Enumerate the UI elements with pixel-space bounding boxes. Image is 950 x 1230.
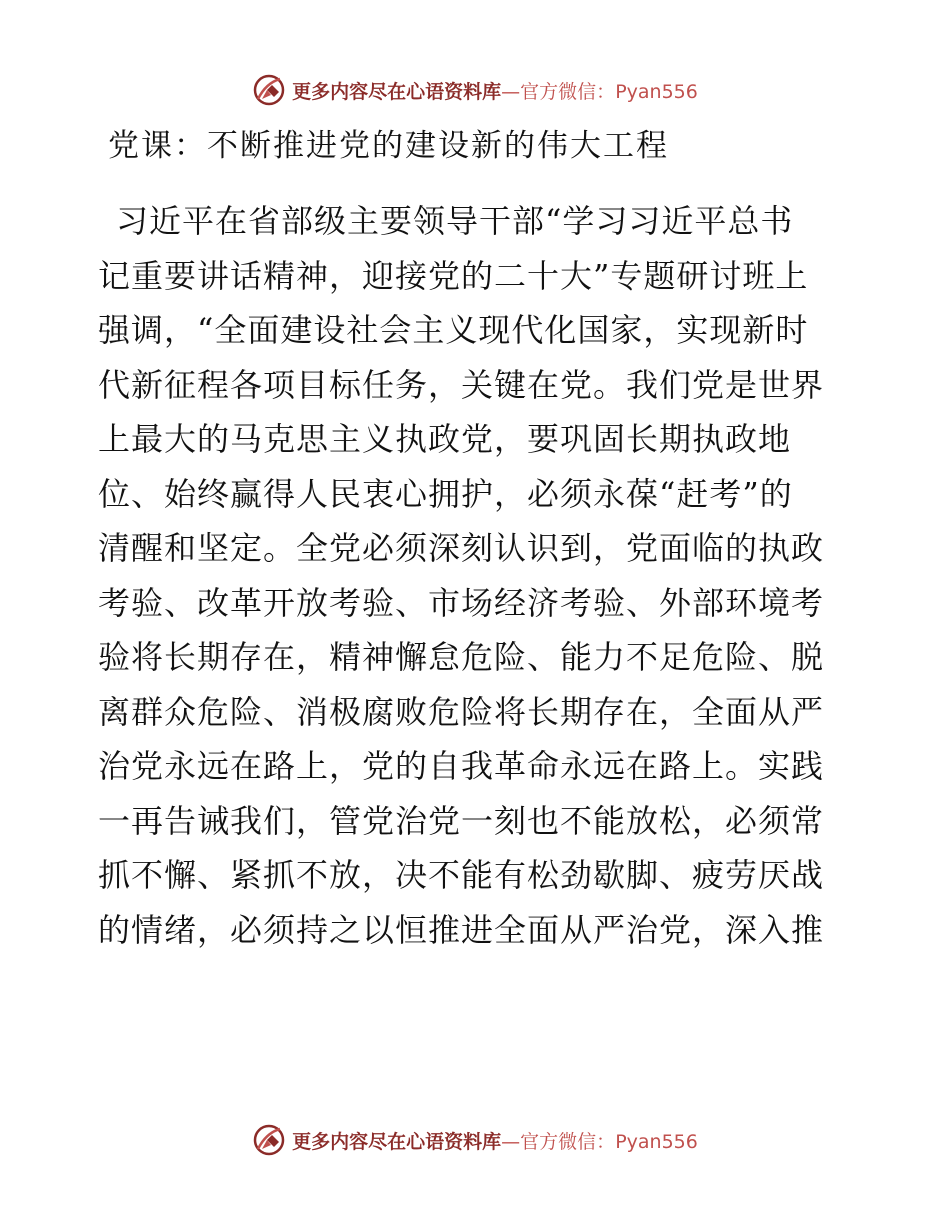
body-line: 代新征程各项目标任务，关键在党。我们党是世界 [98,365,825,404]
header-banner [0,70,950,110]
body-line: 的情绪，必须持之以恒推进全面从严治党，深入推 [98,910,825,949]
header-banner-id: Pyan556 [615,80,698,103]
header-banner-main: 更多内容尽在心语资料库 [292,80,502,103]
document-title: 党课：不断推进党的建设新的伟大工程 [108,128,669,164]
footer-banner-text [292,1127,698,1154]
pen-logo-icon [252,1123,286,1157]
header-banner-separator: —官方微信： [501,80,616,103]
body-line: 验将长期存在，精神懈怠危险、能力不足危险、脱 [98,638,825,676]
body-line: 清醒和坚定。全党必须深刻认识到，党面临的执政 [98,529,825,567]
footer-banner [0,1120,950,1160]
body-line: 习近平在省部级主要领导干部“学习习近平总书 [116,202,794,240]
footer-banner-id: Pyan556 [615,1130,698,1153]
document-body [98,194,858,957]
body-line: 记重要讲话精神，迎接党的二十大”专题研讨班上 [98,256,809,295]
body-line: 治党永远在路上，党的自我革命永远在路上。实践 [98,747,825,785]
body-line: 离群众危险、消极腐败危险将长期存在，全面从严 [98,692,825,731]
body-line: 强调，“全面建设社会主义现代化国家，实现新时 [98,311,809,349]
body-line: 一再告诫我们，管党治党一刻也不能放松，必须常 [98,801,825,840]
footer-banner-inner [252,1123,698,1157]
body-line: 抓不懈、紧抓不放，决不能有松劲歇脚、疲劳厌战 [98,856,825,894]
pen-logo-icon [252,73,286,107]
body-line: 上最大的马克思主义执政党，要巩固长期执政地 [98,420,792,458]
body-line: 考验、改革开放考验、市场经济考验、外部环境考 [98,583,825,622]
header-banner-text [292,77,698,104]
footer-banner-separator: —官方微信： [501,1130,616,1153]
header-banner-inner [252,73,698,107]
footer-banner-main: 更多内容尽在心语资料库 [292,1130,502,1153]
body-line: 位、始终赢得人民衷心拥护，必须永葆“赶考”的 [98,474,793,513]
